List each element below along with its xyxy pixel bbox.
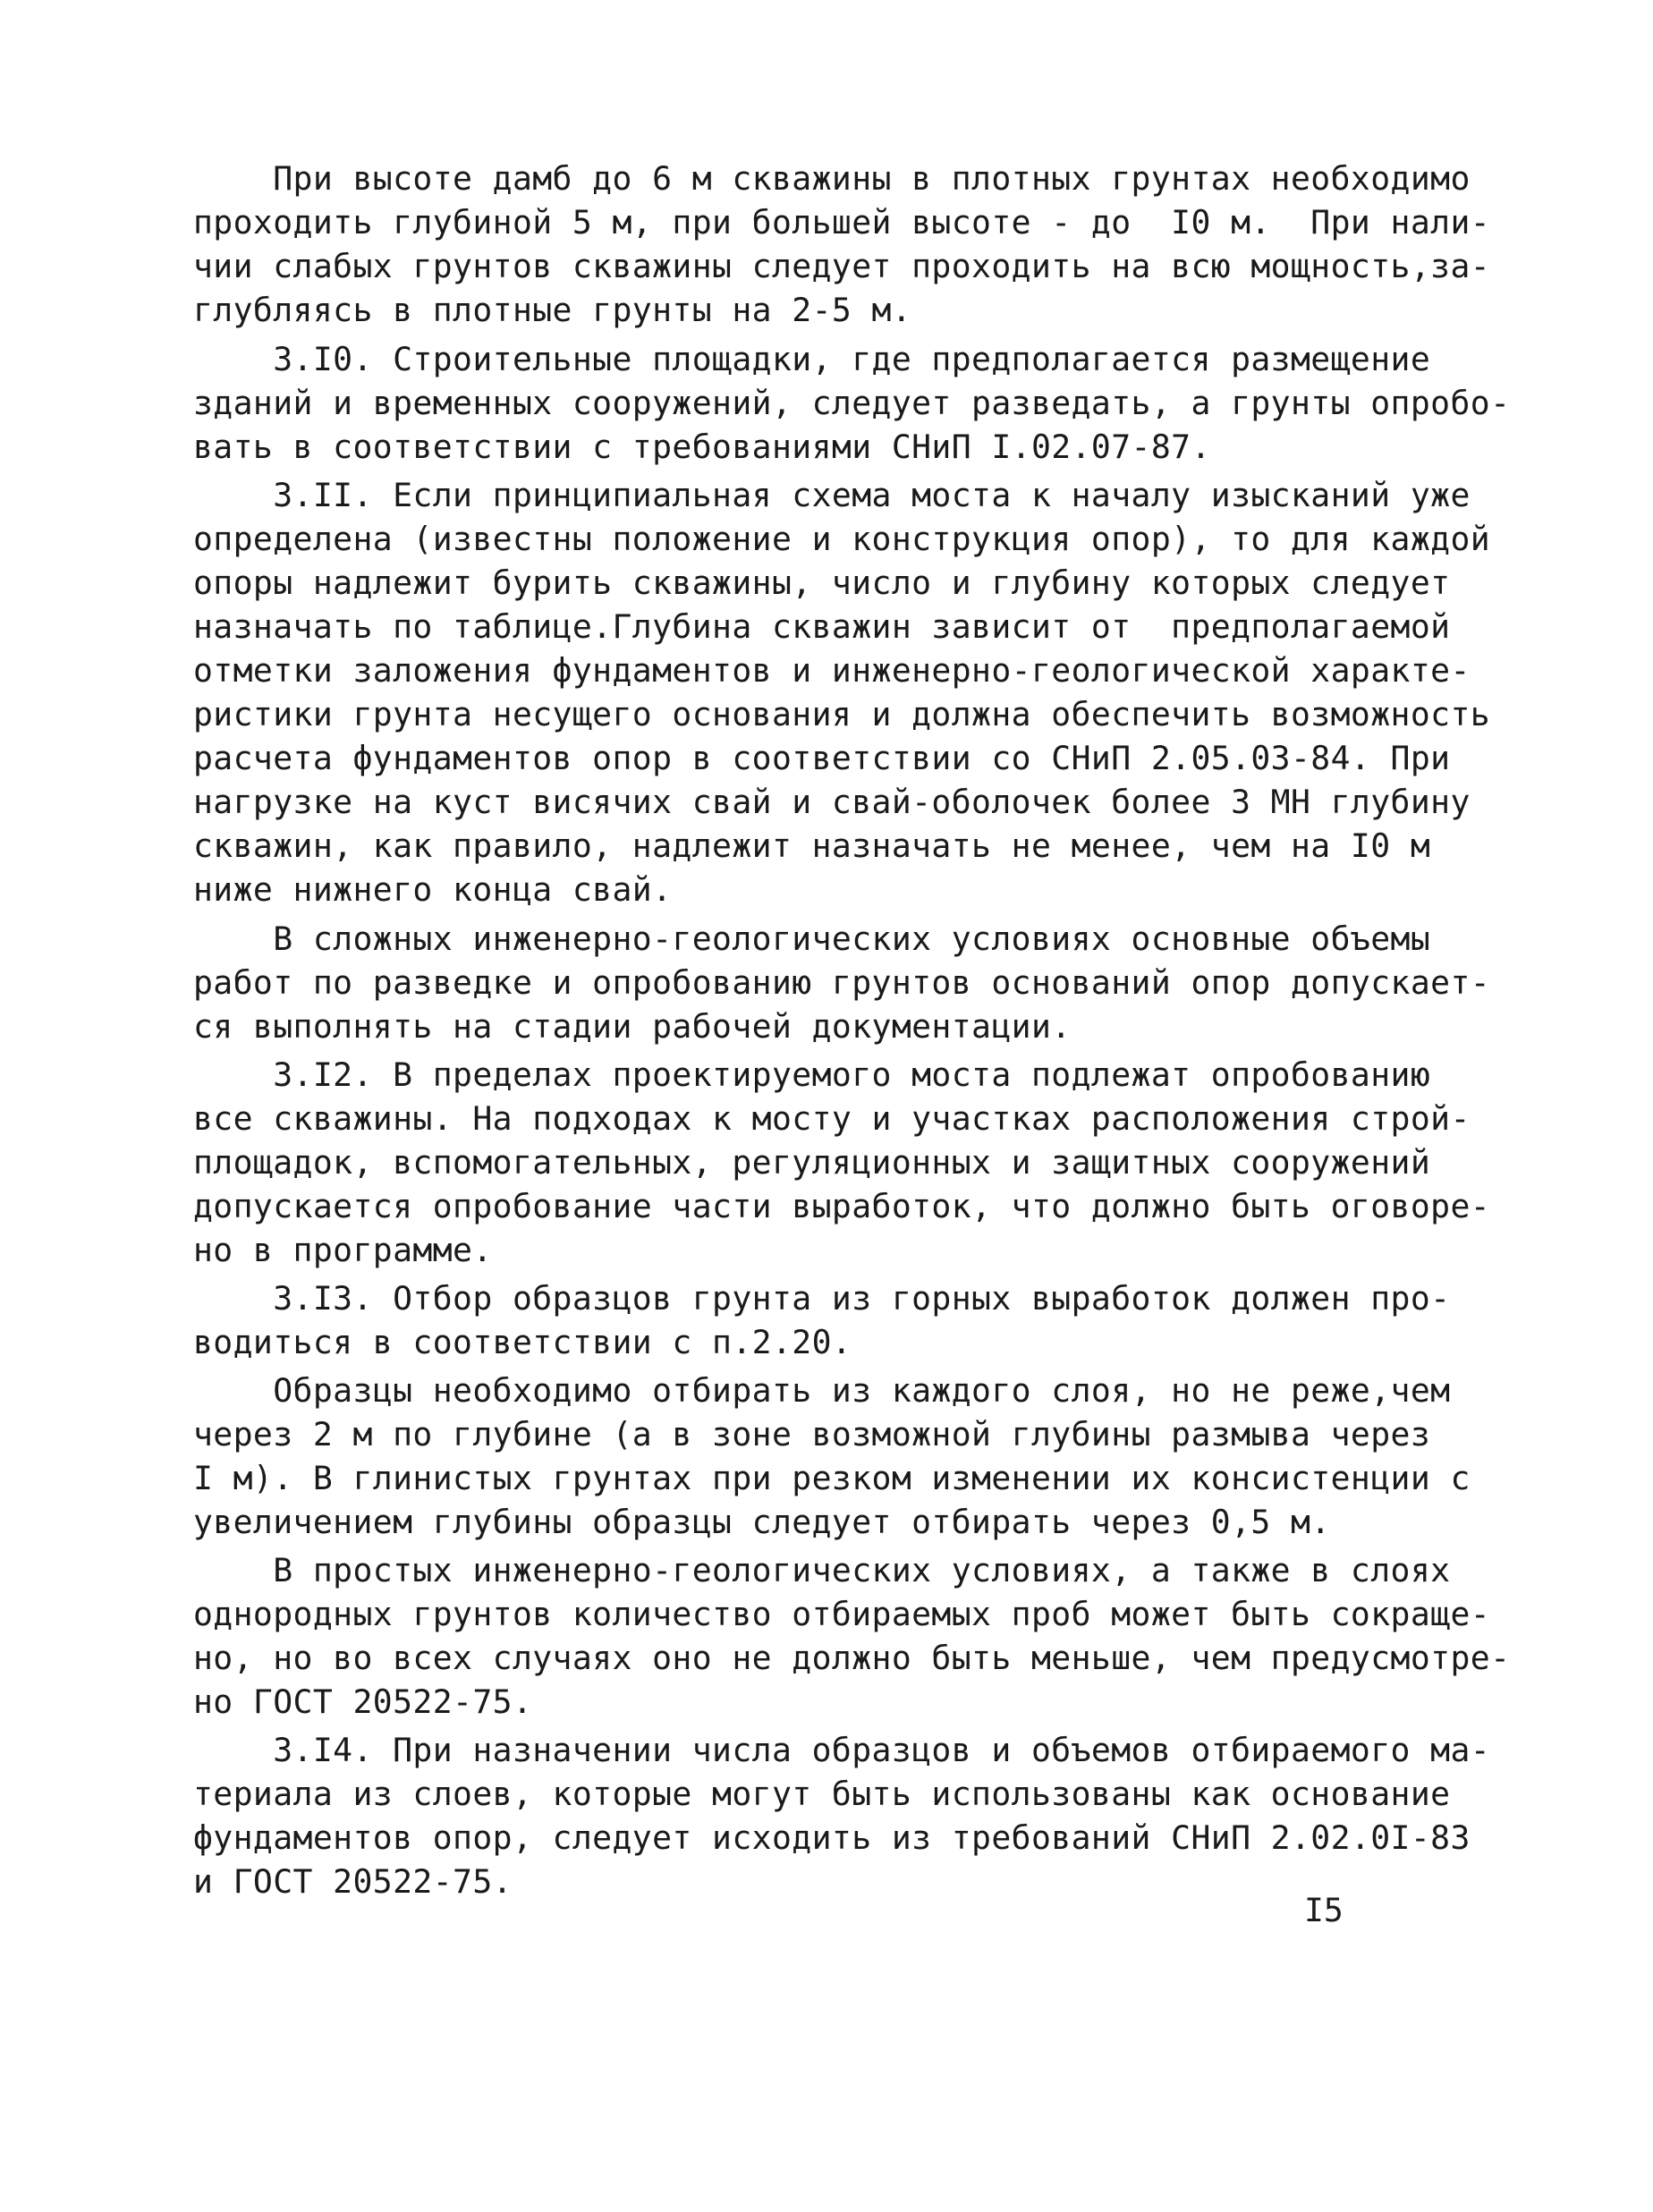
text-line: назначать по таблице.Глубина скважин зависит от предполагаемой: [193, 607, 1451, 646]
text-line: 3.I2. В пределах проектируемого моста подлежат опробованию: [193, 1055, 1431, 1094]
text-line: отметки заложения фундаментов и инженерно-геологической характе-: [193, 651, 1471, 690]
text-line: проходить глубиной 5 м, при большей высоте - до I0 м. При нали-: [193, 203, 1491, 242]
text-line: допускается опробование части выработок, что должно быть оговоре-: [193, 1187, 1491, 1225]
text-line: через 2 м по глубине (а в зоне возможной глубины размыва через: [193, 1415, 1431, 1453]
text-line: фундаментов опор, следует исходить из требований СНиП 2.02.0I-83: [193, 1818, 1471, 1857]
text-line: вать в соответствии с требованиями СНиП I.02.07-87.: [193, 428, 1211, 466]
text-line: чии слабых грунтов скважины следует проходить на всю мощность,за-: [193, 247, 1491, 285]
text-line: опоры надлежит бурить скважины, число и глубину которых следует: [193, 564, 1451, 602]
text-line: ристики грунта несущего основания и должна обеспечить возможность: [193, 695, 1491, 733]
page-number: I5: [1304, 1891, 1344, 1929]
text-line: нагрузке на куст висячих свай и свай-оболочек более 3 МН глубину: [193, 783, 1471, 821]
text-line: водиться в соответствии с п.2.20.: [193, 1323, 852, 1361]
text-line: В сложных инженерно-геологических условиях основные объемы: [193, 920, 1431, 958]
text-line: При высоте дамб до 6 м скважины в плотных грунтах необходимо: [193, 159, 1471, 198]
text-line: однородных грунтов количество отбираемых проб может быть сокраще-: [193, 1595, 1491, 1633]
text-line: 3.I0. Строительные площадки, где предполагается размещение: [193, 340, 1431, 378]
text-line: В простых инженерно-геологических условиях, а также в слоях: [193, 1551, 1451, 1589]
text-line: 3.I3. Отбор образцов грунта из горных выработок должен про-: [193, 1279, 1451, 1318]
text-line: но ГОСТ 20522-75.: [193, 1682, 533, 1721]
text-line: определена (известны положение и конструкция опор), то для каждой: [193, 520, 1491, 558]
text-line: скважин, как правило, надлежит назначать не менее, чем на I0 м: [193, 826, 1431, 865]
text-line: расчета фундаментов опор в соответствии со СНиП 2.05.03-84. При: [193, 739, 1451, 777]
text-line: 3.I4. При назначении числа образцов и объемов отбираемого ма-: [193, 1731, 1491, 1769]
text-line: ниже нижнего конца свай.: [193, 870, 673, 909]
text-line: все скважины. На подходах к мосту и участках расположения строй-: [193, 1099, 1471, 1138]
text-line: и ГОСТ 20522-75.: [193, 1862, 513, 1901]
text-line: увеличением глубины образцы следует отбирать через 0,5 м.: [193, 1503, 1331, 1541]
text-line: но, но во всех случаях оно не должно быть меньше, чем предусмотре-: [193, 1639, 1511, 1677]
text-line: площадок, вспомогательных, регуляционных и защитных сооружений: [193, 1143, 1431, 1182]
text-line: I м). В глинистых грунтах при резком изменении их консистенции с: [193, 1459, 1471, 1497]
text-line: но в программе.: [193, 1231, 493, 1269]
text-line: 3.II. Если принципиальная схема моста к началу изысканий уже: [193, 476, 1471, 514]
text-line: работ по разведке и опробованию грунтов оснований опор допускает-: [193, 963, 1491, 1002]
text-line: териала из слоев, которые могут быть использованы как основание: [193, 1775, 1451, 1813]
text-line: глубляясь в плотные грунты на 2-5 м.: [193, 291, 912, 329]
text-line: Образцы необходимо отбирать из каждого слоя, но не реже,чем: [193, 1371, 1451, 1410]
text-line: ся выполнять на стадии рабочей документации.: [193, 1007, 1072, 1046]
text-line: зданий и временных сооружений, следует разведать, а грунты опробо-: [193, 384, 1511, 422]
